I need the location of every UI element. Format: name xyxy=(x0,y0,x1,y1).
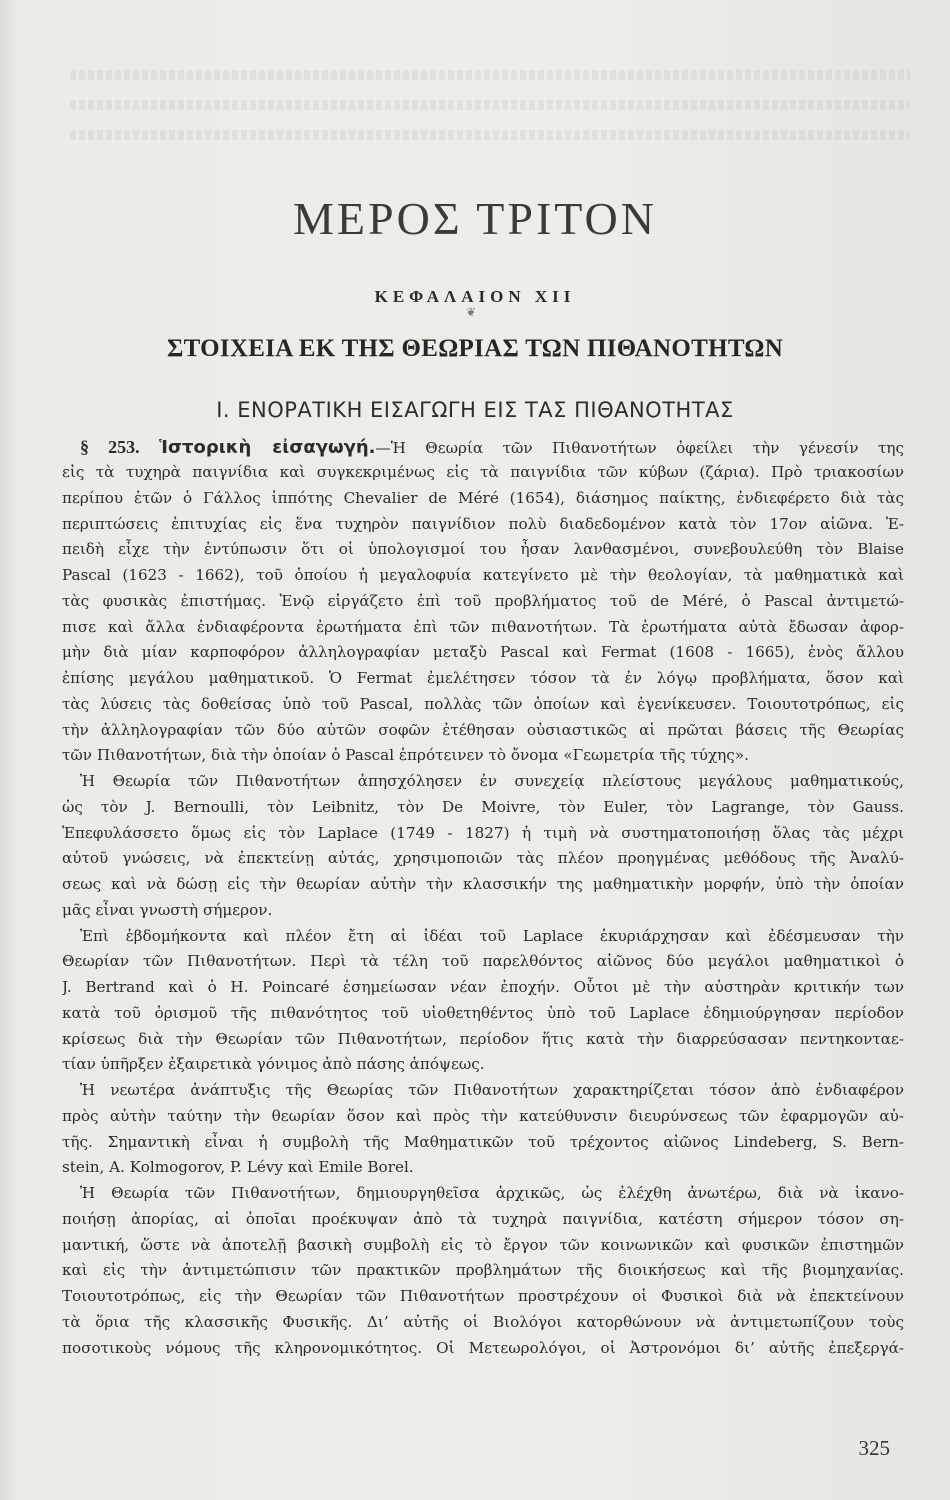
ornament-icon: ❦ xyxy=(466,305,477,319)
text-line: Τοιουτοτρόπως, εἰς τὴν Θεωρίαν τῶν Πιθανοτήτων προστρέχουν οἱ Φυσικοὶ διὰ νὰ ἐπεκτείνουν xyxy=(62,1287,904,1305)
text-line: τῶν Πιθανοτήτων, διὰ τὴν ὁποίαν ὁ Pascal ἐπρότεινεν τὸ ὄνομα «Γεωμετρία τῆς τύχης». xyxy=(62,746,749,765)
text-line: περιπτώσεις ἐπιτυχίας εἰς ἕνα τυχηρὸν παιγνίδιον πολὺ διαδεδομένον κατὰ τὸν 17ον αἰῶνα. Ἐ- xyxy=(62,514,904,533)
text-line: ὡς τὸν J. Bernoulli, τὸν Leibnitz, τὸν De Moivre, τὸν Euler, τὸν Lagrange, τὸν Gauss. xyxy=(62,797,904,816)
text-line: περίπου ἐτῶν ὁ Γάλλος ἱππότης Chevalier de Méré (1654), διάσημος παίκτης, ἐνδιεφέρετο διὰ τὰς xyxy=(62,488,904,507)
text-line: Ἐπὶ ἑβδομήκοντα καὶ πλέον ἔτη αἱ ἰδέαι τοῦ Laplace ἐκυριάρχησαν καὶ ἐδέσμευσαν τὴν xyxy=(80,926,904,945)
text-line: J. Bertrand καὶ ὁ H. Poincaré ἐσημείωσαν νέαν ἐποχήν. Οὗτοι μὲ τὴν αὐστηρὰν κριτικήν των xyxy=(62,978,904,996)
text-line: μαντική, ὥστε νὰ ἀποτελῇ βασικὴ συμβολὴ εἰς τὸ ἔργον τῶν κοινωνικῶν καὶ φυσικῶν ἐπιστημῶν xyxy=(62,1235,904,1254)
chapter-label: ΚΕΦΑΛΑΙΟΝ XII xyxy=(374,287,576,306)
text-line: μὴν διὰ μίαν καρποφόρον ἀλληλογραφίαν μεταξὺ Pascal καὶ Fermat (1608 - 1665), ἑνὸς ἄλλου xyxy=(62,643,904,662)
text-line: τίαν ὑπῆρξεν ἐξαιρετικὰ γόνιμος ἀπὸ πάσης ἀπόψεως. xyxy=(62,1055,485,1074)
bleed-through-line xyxy=(70,130,910,140)
section-number: § 253. xyxy=(80,437,140,457)
text-line: ποιήσῃ ἀπορίας, αἱ ὁποῖαι προέκυψαν ἀπὸ τὰ τυχηρὰ παιγνίδια, κατέστη σήμερον τόσον ση- xyxy=(62,1209,904,1228)
text-line: μᾶς εἶναι γνωστὴ σήμερον. xyxy=(62,900,273,919)
section-heading: Ἱστορικὴ εἰσαγωγή. xyxy=(159,437,376,458)
text-line: αὐτοῦ γνώσεις, νὰ ἐπεκτείνῃ αὐτάς, χρησιμοποιῶν τὰς πλέον προηγμένας μεθόδους τῆς Ἀναλύ- xyxy=(62,849,904,868)
text-line: πρὸς αὐτὴν ταύτην τὴν θεωρίαν ὅσον καὶ πρὸς τὴν κατεύθυνσιν διευρύνσεως τῶν ἐφαρμογῶν αὐ- xyxy=(62,1106,904,1125)
text-line: τὰ ὅρια τῆς κλασσικῆς Φυσικῆς. Δι’ αὐτῆς οἱ Βιολόγοι κατορθώνουν νὰ ἀντιμετωπίζουν τοὺς xyxy=(62,1312,904,1331)
text-line: τὰς φυσικὰς ἐπιστήμας. Ἐνῷ εἰργάζετο ἐπὶ τοῦ προβλήματος τοῦ de Méré, ὁ Pascal ἀντιμετώ- xyxy=(62,591,904,610)
text-line: εἰς τὰ τυχηρὰ παιγνίδια καὶ συγκεκριμένως εἰς τὰ παιγνίδια τῶν κύβων (ζάρια). Πρὸ τριακοσίων xyxy=(62,463,904,481)
page-number: 325 xyxy=(858,1436,890,1460)
text-line: τῆς. Σημαντικὴ εἶναι ἡ συμβολὴ τῆς Μαθηματικῶν τοῦ τρέχοντος αἰῶνος Lindeberg, S. Bern- xyxy=(62,1132,904,1151)
section-first-line-text: —Ἡ Θεωρία τῶν Πιθανοτήτων ὀφείλει τὴν γένεσίν της xyxy=(375,439,904,457)
section-first-line xyxy=(80,436,904,458)
chapter-title: ΣΤΟΙΧΕΙΑ ΕΚ ΤΗΣ ΘΕΩΡΙΑΣ ΤΩΝ ΠΙΘΑΝΟΤΗΤΩΝ xyxy=(166,335,784,362)
text-line: ἐπίσης μεγάλου μαθηματικοῦ. Ὁ Fermat ἐμελέτησεν τόσον τὰ ἐν λόγῳ προβλήματα, ὅσον καὶ xyxy=(62,669,904,687)
text-line: Ἐπεφυλάσσετο ὅμως εἰς τὸν Laplace (1749 - 1827) ἡ τιμὴ νὰ συστηματοποιήσῃ ὅλας τὰς μέχρι xyxy=(62,823,904,842)
bleed-through-line xyxy=(70,70,910,80)
text-line: τὴν ἀλληλογραφίαν τῶν δύο αὐτῶν σοφῶν ἐτέθησαν οὐσιαστικῶς αἱ πρῶται βάσεις τῆς Θεωρίας xyxy=(62,720,904,739)
text-line: ποσοτικοὺς νόμους τῆς κληρονομικότητος. Οἱ Μετεωρολόγοι, οἱ Ἀστρονόμοι δι’ αὐτῆς ἐπεξεργά- xyxy=(62,1338,904,1357)
text-line: καὶ εἰς τὴν ἀντιμετώπισιν τῶν πρακτικῶν προβλημάτων τῆς διοικήσεως καὶ τῆς βιομηχανίας. xyxy=(62,1261,904,1280)
bleed-through-line xyxy=(70,100,910,110)
text-line: Ἡ νεωτέρα ἀνάπτυξις τῆς Θεωρίας τῶν Πιθανοτήτων χαρακτηρίζεται τόσον ἀπὸ ἐνδιαφέρον xyxy=(80,1081,904,1099)
text-line: Pascal (1623 - 1662), τοῦ ὁποίου ἡ μεγαλοφυία κατεγίνετο μὲ τὴν θεολογίαν, τὰ μαθηματικὰ καὶ xyxy=(62,566,904,584)
text-line: πειδὴ εἶχε τὴν ἐντύπωσιν ὅτι οἱ ὑπολογισμοί του ἦσαν λανθασμένοι, συνεβουλεύθη τὸν Blaise xyxy=(62,540,904,559)
text-line: Ἡ Θεωρία τῶν Πιθανοτήτων, δημιουργηθεῖσα ἀρχικῶς, ὡς ἐλέχθη ἀνωτέρω, διὰ νὰ ἱκανο- xyxy=(80,1184,904,1202)
text-line: σεως καὶ νὰ δώσῃ εἰς τὴν θεωρίαν αὐτὴν τὴν κλασσικήν της μαθηματικὴν μορφήν, ὑπὸ τὴν ὁποίαν xyxy=(62,875,904,893)
text-line: κρίσεως διὰ τὴν Θεωρίαν τῶν Πιθανοτήτων, περίοδον ἥτις κατὰ τὴν διαρρεύσασαν πεντηκονταε- xyxy=(62,1029,904,1048)
part-title: ΜΕΡΟΣ ΤΡΙΤΟΝ xyxy=(293,193,657,244)
text-line: πισε καὶ ἄλλα ἐνδιαφέροντα ἐρωτήματα ἐπὶ τῶν πιθανοτήτων. Τὰ ἐρωτήματα αὐτὰ ἔδωσαν ἀφορ- xyxy=(62,617,904,636)
text-line: stein, A. Kolmogorov, P. Lévy καὶ Emile Borel. xyxy=(62,1158,414,1177)
text-line: Ἡ Θεωρία τῶν Πιθανοτήτων ἀπησχόλησεν ἐν συνεχείᾳ πλείστους μεγάλους μαθηματικούς, xyxy=(80,772,904,790)
text-line: κατὰ τοῦ ὁρισμοῦ τῆς πιθανότητος τοῦ υἱοθετηθέντος ὑπὸ τοῦ Laplace ἐδημιούργησαν περίοδον xyxy=(62,1003,904,1022)
text-line: Θεωρίαν τῶν Πιθανοτήτων. Περὶ τὰ τέλη τοῦ παρελθόντος αἰῶνος δύο μεγάλοι μαθηματικοὶ ὁ xyxy=(62,952,904,971)
text-line: τὰς λύσεις τὰς δοθείσας ὑπὸ τοῦ Pascal, πολλὰς τῶν ὁποίων καὶ ἐγενίκευσεν. Τοιουτοτρόπως, εἰς xyxy=(62,694,904,713)
section-title: Ι. ΕΝΟΡΑΤΙΚΗ ΕΙΣΑΓΩΓΗ ΕΙΣ ΤΑΣ ΠΙΘΑΝΟΤΗΤΑΣ xyxy=(216,398,734,422)
